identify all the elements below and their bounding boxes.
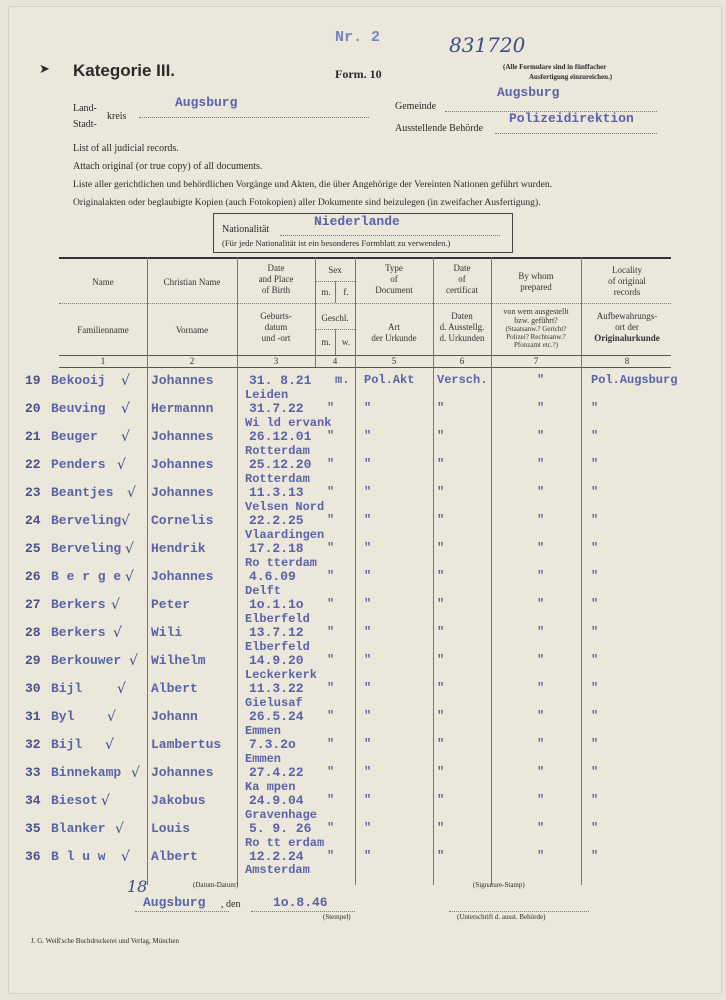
sex-value: " — [327, 401, 335, 415]
document-type: " — [364, 821, 372, 835]
record-locality: " — [591, 569, 599, 583]
col-num-2: 2 — [189, 356, 195, 366]
table-row — [9, 668, 721, 709]
first-name: Johannes — [151, 373, 214, 388]
birth-date: 31.7.22 — [249, 401, 304, 416]
printer-imprint: J. G. Weiß'sche Buchdruckerei und Verlag, München — [31, 937, 179, 945]
record-locality: " — [591, 597, 599, 611]
row-number: 27 — [25, 597, 41, 612]
col-by-de-3: (Staatsanw.? Gericht? — [505, 325, 567, 333]
check-mark: √ — [121, 429, 130, 445]
unterschrift-label: (Unterschrift d. ausst. Behörde) — [457, 913, 546, 921]
document-type: " — [364, 737, 372, 751]
footer-city: Augsburg — [143, 895, 206, 910]
row-number: 35 — [25, 821, 41, 836]
family-name: B e r g e — [51, 569, 122, 584]
instruction-line-1: List of all judicial records. — [73, 143, 179, 154]
row-number: 30 — [25, 681, 41, 696]
prepared-by: " — [537, 457, 545, 471]
birth-date: 11.3.13 — [249, 485, 304, 500]
birth-place: Velsen Nord — [245, 500, 325, 514]
prepared-by: " — [537, 597, 545, 611]
col-num-5: 5 — [391, 356, 397, 366]
footer-date: 1o.8.46 — [273, 895, 328, 910]
col-birth-en-2: and Place — [258, 274, 294, 284]
document-type: " — [364, 541, 372, 555]
col-num-4: 4 — [332, 356, 338, 366]
first-name: Johannes — [151, 429, 214, 444]
document-type: " — [364, 849, 372, 863]
record-locality: " — [591, 653, 599, 667]
certificate-date: " — [437, 597, 445, 611]
col-birth-en-1: Date — [267, 263, 285, 273]
certificate-date: " — [437, 737, 445, 751]
first-name: Hendrik — [151, 541, 206, 556]
check-mark: √ — [101, 793, 110, 809]
sex-value: " — [327, 765, 335, 779]
document-type: " — [364, 513, 372, 527]
birth-place: Gielusaf — [245, 696, 303, 710]
prepared-by: " — [537, 541, 545, 555]
last-birth-place: Amsterdam — [245, 863, 310, 877]
table-row — [9, 416, 721, 457]
document-type: " — [364, 597, 372, 611]
certificate-date: " — [437, 541, 445, 555]
footer-den: , den — [221, 899, 241, 910]
date-label: (Datum-Datum) — [193, 881, 239, 889]
col-type-en-1: Type — [385, 263, 403, 273]
prepared-by: " — [537, 849, 545, 863]
col-sex-de: Geschl. — [321, 313, 349, 323]
check-mark: √ — [115, 821, 124, 837]
row-number: 33 — [25, 765, 41, 780]
document-type: " — [364, 793, 372, 807]
birth-date: 22.2.25 — [249, 513, 304, 528]
family-name: Blanker — [51, 821, 106, 836]
table-row — [9, 500, 721, 541]
birth-place: Wi ld ervank — [245, 416, 332, 430]
certificate-date: " — [437, 401, 445, 415]
col-num-3: 3 — [273, 356, 279, 366]
certificate-date: " — [437, 485, 445, 499]
first-name: Louis — [151, 821, 191, 836]
sex-value: " — [327, 793, 335, 807]
stempel-label: (Stempel) — [323, 913, 351, 921]
certificate-date: " — [437, 709, 445, 723]
col-by-de-4: Polizei? Rechtsanw.? — [506, 333, 566, 341]
first-name: Albert — [151, 681, 198, 696]
birth-date: 5. 9. 26 — [249, 821, 312, 836]
birth-place: Rotterdam — [245, 444, 310, 458]
gemeinde-label: Gemeinde — [395, 101, 437, 112]
col-type-en-3: Document — [375, 285, 413, 295]
prepared-by: " — [537, 429, 545, 443]
table-row — [9, 584, 721, 625]
prepared-by: " — [537, 737, 545, 751]
col-loc-de-1: Aufbewahrungs- — [596, 311, 658, 321]
family-name: Beantjes — [51, 485, 114, 500]
col-num-1: 1 — [100, 356, 106, 366]
row-number: 26 — [25, 569, 41, 584]
handwritten-id: 831720 — [449, 33, 526, 57]
first-name: Johannes — [151, 457, 214, 472]
record-locality: " — [591, 485, 599, 499]
col-birth-en-3: of Birth — [261, 285, 291, 295]
signature-label: (Signature-Stamp) — [473, 881, 525, 889]
sex-value: " — [327, 849, 335, 863]
birth-date: 27.4.22 — [249, 765, 304, 780]
first-name: Lambertus — [151, 737, 222, 752]
nationality-box — [213, 213, 513, 253]
first-name: Johannes — [151, 765, 214, 780]
record-locality: " — [591, 737, 599, 751]
certificate-date: " — [437, 429, 445, 443]
record-locality: " — [591, 429, 599, 443]
first-name: Peter — [151, 597, 191, 612]
col-sex-m: m. — [321, 287, 331, 297]
col-christian-de: Vorname — [175, 325, 209, 335]
behoerde-label: Ausstellende Behörde — [395, 123, 484, 134]
family-name: Biesot — [51, 793, 98, 808]
col-num-7: 7 — [533, 356, 539, 366]
certificate-date: Versch. — [437, 373, 488, 387]
record-locality: " — [591, 821, 599, 835]
row-number: 19 — [25, 373, 41, 388]
family-name: B l u w — [51, 849, 106, 864]
sex-value: " — [327, 821, 335, 835]
certificate-date: " — [437, 625, 445, 639]
birth-place: Elberfeld — [245, 640, 310, 654]
arrow-mark-icon: ➤ — [39, 61, 50, 76]
check-mark: √ — [117, 681, 126, 697]
col-type-de-2: der Urkunde — [371, 333, 417, 343]
birth-date: 11.3.22 — [249, 681, 304, 696]
birth-date: 13.7.12 — [249, 625, 304, 640]
sex-value: " — [327, 429, 335, 443]
col-loc-de-3: Originalurkunde — [594, 333, 660, 343]
prepared-by: " — [537, 373, 545, 387]
table-row — [9, 528, 721, 569]
record-locality: " — [591, 793, 599, 807]
instruction-line-3: Liste aller gerichtlichen und behördlichen Vorgänge und Akten, die über Angehörige der Vereinten Nationen geführt wurden. — [73, 179, 553, 190]
sex-value: m. — [335, 373, 350, 387]
col-cert-de-1: Daten — [451, 311, 473, 321]
certificate-date: " — [437, 681, 445, 695]
certificate-date: " — [437, 653, 445, 667]
table-row — [9, 724, 721, 765]
prepared-by: " — [537, 681, 545, 695]
sex-value: " — [327, 457, 335, 471]
form-number: Form. 10 — [335, 67, 382, 81]
sex-value: " — [327, 653, 335, 667]
record-locality: " — [591, 849, 599, 863]
col-by-de-5: Pfonzamt etc.?) — [514, 341, 558, 349]
table-row — [9, 388, 721, 429]
row-number: 29 — [25, 653, 41, 668]
check-mark: √ — [125, 569, 134, 585]
check-mark: √ — [117, 457, 126, 473]
prepared-by: " — [537, 765, 545, 779]
document-type: " — [364, 709, 372, 723]
row-number: 21 — [25, 429, 41, 444]
table-row — [9, 696, 721, 737]
certificate-date: " — [437, 849, 445, 863]
certificate-date: " — [437, 821, 445, 835]
table-row — [9, 640, 721, 681]
birth-place: Vlaardingen — [245, 528, 325, 542]
certificate-date: " — [437, 569, 445, 583]
col-cert-en-1: Date — [453, 263, 471, 273]
birth-date: 26.5.24 — [249, 709, 304, 724]
document-type: " — [364, 569, 372, 583]
number-stamp: Nr. 2 — [335, 29, 381, 46]
land-label: Land- — [73, 103, 97, 114]
birth-place: Emmen — [245, 752, 282, 766]
col-cert-de-2: d. Ausstellg. — [439, 322, 485, 332]
document-type: " — [364, 653, 372, 667]
table-row — [9, 808, 721, 849]
certificate-date: " — [437, 765, 445, 779]
stadt-label: Stadt- — [73, 119, 97, 130]
category-title: Kategorie III. — [73, 61, 176, 80]
certificate-date: " — [437, 793, 445, 807]
birth-date: 12.2.24 — [249, 849, 304, 864]
table-row — [9, 556, 721, 597]
col-loc-en-1: Locality — [612, 265, 642, 275]
record-locality: " — [591, 457, 599, 471]
sex-value: " — [327, 681, 335, 695]
prepared-by: " — [537, 569, 545, 583]
birth-date: 24.9.04 — [249, 793, 304, 808]
document-type: " — [364, 625, 372, 639]
row-number: 32 — [25, 737, 41, 752]
table-row — [9, 444, 721, 485]
check-mark: √ — [127, 485, 136, 501]
sex-value: " — [327, 597, 335, 611]
check-mark: √ — [131, 765, 140, 781]
col-birth-de-3: und -ort — [261, 333, 291, 343]
col-sex-f: f. — [343, 287, 349, 297]
birth-place: Elberfeld — [245, 612, 310, 626]
birth-place: Leiden — [245, 388, 289, 402]
document-type: " — [364, 401, 372, 415]
table-row — [9, 836, 721, 877]
col-by-de-2: bzw. geführt? — [514, 316, 558, 325]
col-name-de: Familienname — [77, 325, 129, 335]
first-name: Wili — [151, 625, 183, 640]
document-type: " — [364, 765, 372, 779]
family-name: Berkouwer — [51, 653, 122, 668]
prepared-by: " — [537, 401, 545, 415]
check-mark: √ — [121, 373, 130, 389]
behoerde-value: Polizeidirektion — [509, 111, 634, 126]
sex-value: " — [327, 737, 335, 751]
birth-place: Ro tt erdam — [245, 836, 325, 850]
nationality-label: Nationalität — [222, 224, 270, 235]
row-number: 34 — [25, 793, 41, 808]
col-by-en-1: By whom — [518, 271, 554, 281]
check-mark: √ — [107, 709, 116, 725]
sex-value: " — [327, 709, 335, 723]
family-name: Beuger — [51, 429, 98, 444]
family-name: Byl — [51, 709, 75, 724]
birth-date: 4.6.09 — [249, 569, 296, 584]
document-type: " — [364, 429, 372, 443]
record-locality: " — [591, 625, 599, 639]
sex-value: " — [327, 541, 335, 555]
first-name: Johannes — [151, 485, 214, 500]
birth-place: Leckerkerk — [245, 668, 318, 682]
sex-value: " — [327, 485, 335, 499]
prepared-by: " — [537, 709, 545, 723]
col-num-8: 8 — [624, 356, 630, 366]
document-type: " — [364, 681, 372, 695]
row-number: 28 — [25, 625, 41, 640]
family-name: Bekooij — [51, 373, 106, 388]
check-mark: √ — [121, 849, 130, 865]
gemeinde-value: Augsburg — [497, 85, 560, 100]
kreis-value: Augsburg — [175, 95, 238, 110]
birth-date: 31. 8.21 — [249, 373, 312, 388]
form-note-line-2: Ausfertigung einzureichen.) — [529, 73, 613, 81]
birth-date: 1o.1.1o — [249, 597, 304, 612]
first-name: Albert — [151, 849, 198, 864]
row-number: 23 — [25, 485, 41, 500]
row-number: 36 — [25, 849, 41, 864]
form-sheet — [8, 6, 722, 994]
handwritten-mark: 18 — [127, 877, 148, 896]
prepared-by: " — [537, 821, 545, 835]
birth-date: 17.2.18 — [249, 541, 304, 556]
record-locality: " — [591, 401, 599, 415]
instruction-line-4: Originalakten oder beglaubigte Kopien (auch Fotokopien) aller Dokumente sind beizulegen (in zweifacher Ausfertigung). — [73, 197, 541, 208]
col-by-en-2: prepared — [520, 282, 552, 292]
family-name: Bijl — [51, 737, 83, 752]
prepared-by: " — [537, 485, 545, 499]
table-row — [9, 612, 721, 653]
nationality-note: (Für jede Nationalität ist ein besonderes Formblatt zu verwenden.) — [222, 238, 451, 248]
kreis-label: kreis — [107, 111, 127, 122]
col-cert-de-3: d. Urkunden — [439, 333, 485, 343]
birth-date: 26.12.01 — [249, 429, 312, 444]
col-sex-w-de: w. — [341, 337, 351, 347]
col-loc-en-3: records — [613, 287, 641, 297]
first-name: Cornelis — [151, 513, 214, 528]
first-name: Johann — [151, 709, 198, 724]
prepared-by: " — [537, 625, 545, 639]
check-mark: √ — [113, 625, 122, 641]
row-number: 31 — [25, 709, 41, 724]
check-mark: √ — [121, 513, 130, 529]
table-row — [9, 373, 721, 401]
family-name: Binnekamp — [51, 765, 122, 780]
col-name-en: Name — [92, 277, 114, 287]
family-name: Berveling — [51, 513, 122, 528]
col-loc-de-2: ort der — [615, 322, 639, 332]
document-type: " — [364, 485, 372, 499]
first-name: Jakobus — [151, 793, 206, 808]
nationality-value: Niederlande — [314, 214, 400, 229]
col-birth-de-2: datum — [264, 322, 288, 332]
table-row — [9, 752, 721, 793]
col-sex-en: Sex — [328, 265, 342, 275]
document-type: " — [364, 457, 372, 471]
record-locality: " — [591, 765, 599, 779]
first-name: Hermannn — [151, 401, 214, 416]
col-type-en-2: of — [390, 274, 398, 284]
sex-value: " — [327, 513, 335, 527]
col-birth-de-1: Geburts- — [260, 311, 292, 321]
record-locality: " — [591, 541, 599, 555]
instruction-line-2: Attach original (or true copy) of all documents. — [73, 161, 263, 172]
check-mark: √ — [129, 653, 138, 669]
table-row — [9, 780, 721, 821]
col-loc-en-2: of original — [608, 276, 646, 286]
record-locality: " — [591, 709, 599, 723]
record-locality: " — [591, 681, 599, 695]
first-name: Wilhelm — [151, 653, 206, 668]
col-cert-en-2: of — [458, 274, 466, 284]
prepared-by: " — [537, 513, 545, 527]
record-locality: Pol.Augsburg — [591, 373, 678, 387]
birth-date: 25.12.20 — [249, 457, 312, 472]
prepared-by: " — [537, 653, 545, 667]
col-christian-en: Christian Name — [163, 277, 221, 287]
first-name: Johannes — [151, 569, 214, 584]
row-number: 25 — [25, 541, 41, 556]
birth-place: Gravenhage — [245, 808, 318, 822]
col-type-de-1: Art — [388, 322, 400, 332]
family-name: Bijl — [51, 681, 83, 696]
family-name: Berveling — [51, 541, 122, 556]
col-sex-m-de: m. — [321, 337, 331, 347]
check-mark: √ — [111, 597, 120, 613]
record-locality: " — [591, 513, 599, 527]
birth-place: Delft — [245, 584, 282, 598]
sex-value: " — [327, 569, 335, 583]
family-name: Berkers — [51, 625, 106, 640]
row-number: 24 — [25, 513, 41, 528]
birth-date: 14.9.20 — [249, 653, 304, 668]
row-number: 22 — [25, 457, 41, 472]
col-num-6: 6 — [459, 356, 465, 366]
birth-place: Ro tterdam — [245, 556, 318, 570]
col-cert-en-3: certificat — [446, 285, 478, 295]
family-name: Penders — [51, 457, 106, 472]
birth-date: 7.3.2o — [249, 737, 296, 752]
family-name: Beuving — [51, 401, 106, 416]
check-mark: √ — [125, 541, 134, 557]
birth-place: Rotterdam — [245, 472, 310, 486]
prepared-by: " — [537, 793, 545, 807]
document-type: Pol.Akt — [364, 373, 415, 387]
family-name: Berkers — [51, 597, 106, 612]
check-mark: √ — [105, 737, 114, 753]
table-row — [9, 472, 721, 513]
birth-place: Emmen — [245, 724, 282, 738]
sex-value: " — [327, 625, 335, 639]
birth-place: Ka mpen — [245, 780, 296, 794]
certificate-date: " — [437, 513, 445, 527]
form-note-line-1: (Alle Formulare sind in fünffacher — [503, 63, 607, 71]
row-number: 20 — [25, 401, 41, 416]
certificate-date: " — [437, 457, 445, 471]
check-mark: √ — [121, 401, 130, 417]
col-by-de-1: von wem ausgestellt — [503, 307, 569, 316]
